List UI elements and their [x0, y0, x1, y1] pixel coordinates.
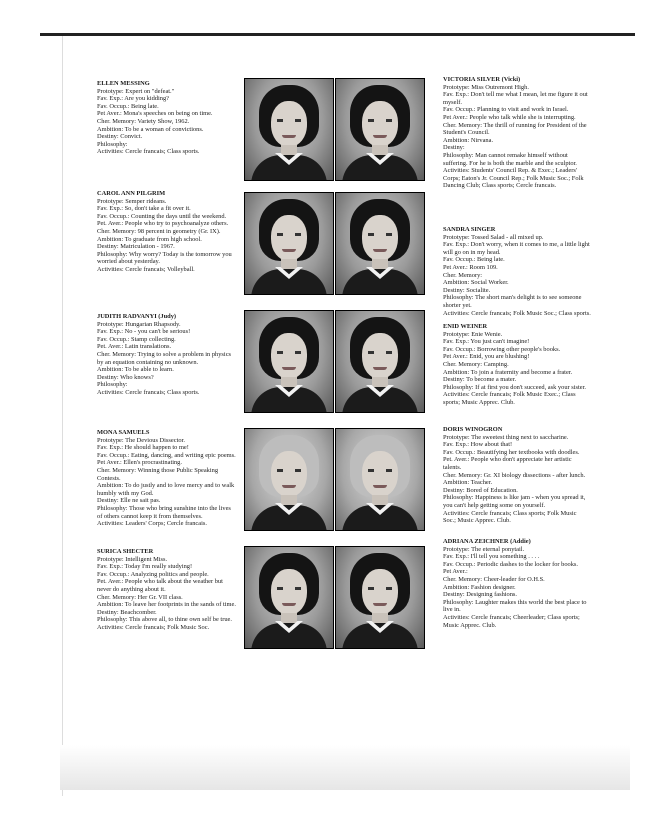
entry-line: Destiny: Matriculation - 1967.	[97, 243, 175, 251]
entry-line: Activities: Cercle francais; Class sports; Folk Music Soc.; Music Apprec. Club.	[443, 509, 579, 525]
entry-line: Fav. Exp.: You just can't imagine!	[443, 338, 530, 346]
student-name: VICTORIA SILVER (Vicki)	[443, 76, 521, 83]
entry-line: Ambition: To do justly and to love mercy and to walk humbly with my God.	[97, 482, 236, 497]
student-name: CAROL ANN PILGRIM	[97, 190, 166, 197]
entry-line: Fav. Occup.: Being late.	[443, 256, 505, 264]
entry-line: Philosophy: Why worry? Today is the tomorrow you worried about yesterday.	[97, 250, 234, 266]
entry-line: Philosophy: If at first you don't succeed, ask your sister.	[443, 383, 586, 391]
entry-line: Activities: Cercle francais; Folk Music Soc.; Class sports.	[443, 309, 591, 317]
entry-line: Destiny: Designing fashions.	[443, 591, 518, 599]
entry-line: Prototype: Tossed Salad - all mixed up.	[443, 233, 544, 241]
entry-line: Destiny: Convict.	[97, 133, 143, 141]
entry-adriana-zeichner	[443, 538, 591, 629]
student-name: MONA SAMUELS	[97, 429, 150, 436]
entry-line: Fav. Occup.: Beautifying her textbooks with doodles.	[443, 448, 580, 456]
entry-line: Pet. Aver.: People who talk about the weather but never do anything about it.	[97, 578, 225, 593]
entry-line: Prototype: The eternal ponytail.	[443, 545, 525, 553]
entry-line: Cher. Memory: Trying to solve a problem in physics by an equation containing no unknown.	[97, 350, 233, 366]
entry-line: Fav. Exp.: How about that!	[443, 441, 513, 449]
entry-mona-samuels	[97, 429, 237, 528]
entry-line: Pet Aver.: People who talk while she is interrupting.	[443, 113, 576, 121]
entry-line: Prototype: Expert on "defeat."	[97, 87, 175, 95]
entry-line: Fav. Occup.: Periodic dashes to the locker for books.	[443, 560, 578, 568]
entry-line: Ambition: Teacher.	[443, 479, 493, 487]
entry-line: Fav. Exp.: Don't tell me what I mean, let me figure it out myself.	[443, 91, 590, 106]
entry-line: Fav. Occup.: Being late.	[97, 102, 159, 110]
student-name: SURICA SHECTER	[97, 548, 154, 555]
portrait-victoria-silver	[335, 78, 425, 181]
entry-line: Fav. Occup.: Borrowing other people's books.	[443, 345, 561, 353]
entry-line: Destiny: Bored of Education.	[443, 486, 518, 494]
student-name: ENID WEINER	[443, 323, 488, 330]
entry-line: Prototype: Miss Outremont High.	[443, 83, 529, 91]
portrait-doris-winogron	[335, 428, 425, 531]
entry-line: Destiny: Elle ne sait pas.	[97, 497, 161, 505]
scan-shadow	[60, 745, 630, 790]
entry-line: Pet. Aver.: People who try to psychoanalyze others.	[97, 220, 229, 228]
entry-line: Philosophy:	[97, 140, 128, 148]
entry-line: Cher. Memory: The thrill of running for President of the Student's Council.	[443, 121, 589, 137]
student-name: DORIS WINOGRON	[443, 426, 503, 433]
portrait-surica-shecter	[244, 546, 334, 649]
entry-line: Philosophy: Happiness is like jam - when you spread it, you can't help getting some on yourself.	[443, 494, 587, 509]
portrait-judith-radvanyi	[244, 310, 334, 413]
entry-line: Pet Aver.: Mona's speeches on being on time.	[97, 110, 213, 118]
entry-line: Activities: Cercle francais; Class sports.	[97, 148, 200, 156]
entry-line: Prototype: Semper rideans.	[97, 197, 167, 205]
entry-line: Destiny: Socialite.	[443, 286, 491, 294]
entry-line: Activities: Cercle francais; Volleyball.	[97, 265, 195, 273]
entry-line: Ambition: To be a woman of convictions.	[97, 125, 204, 133]
entry-line: Prototype: Intelligent Miss.	[97, 555, 168, 563]
portrait-ellen-messing	[244, 78, 334, 181]
entry-judith-radvanyi	[97, 313, 237, 397]
student-name: SANDRA SINGER	[443, 226, 496, 233]
entry-line: Ambition: To be able to learn.	[97, 366, 174, 374]
entry-line: Cher. Memory: Winning those Public Speaking Contests.	[97, 466, 220, 482]
entry-line: Cher. Memory: 98 percent in geometry (Gr. IX).	[97, 227, 221, 235]
entry-line: Activities: Leaders' Corps; Cercle francais.	[97, 520, 207, 528]
entry-line: Cher. Memory: Camping.	[443, 360, 509, 368]
entry-line: Fav. Exp.: He should happen to me!	[97, 444, 189, 452]
entry-line: Ambition: To graduate from high school.	[97, 235, 202, 243]
student-name: ELLEN MESSING	[97, 80, 150, 87]
entry-enid-weiner	[443, 323, 591, 407]
entry-line: Fav. Exp.: So, don't take a fit over it.	[97, 205, 191, 213]
entry-carol-ann-pilgrim	[97, 190, 237, 274]
entry-line: Prototype: The Devious Dissector.	[97, 436, 185, 444]
entry-line: Destiny: To become a mater.	[443, 376, 517, 384]
entry-line: Ambition: Fashion designer.	[443, 583, 516, 591]
entry-line: Philosophy: Those who bring sunshine into the lives of others cannot keep it from themselves.	[97, 504, 233, 520]
entry-line: Cher. Memory: Cheer-leader for O.H.S.	[443, 575, 545, 583]
entry-line: Pet Aver.: Ellen's procrastinating.	[97, 459, 182, 467]
entry-sandra-singer	[443, 226, 591, 317]
entry-line: Cher. Memory:	[443, 271, 483, 279]
entry-line: Fav. Exp.: No - you can't be serious!	[97, 328, 191, 336]
portrait-adriana-zeichner	[335, 546, 425, 649]
portrait-carol-ann-pilgrim	[244, 192, 334, 295]
entry-line: Fav. Exp.: I'll tell you something . . . .	[443, 553, 540, 561]
entry-line: Ambition: Social Worker.	[443, 279, 509, 287]
entry-line: Fav. Exp.: Are you kidding?	[97, 95, 170, 103]
entry-line: Pet Aver.: Enid, you are blushing!	[443, 353, 530, 361]
entry-ellen-messing	[97, 80, 237, 156]
entry-line: Fav. Exp.: Don't worry, when it comes to me, a little light will go on in my head.	[443, 241, 592, 256]
entry-line: Philosophy: Laughter makes this world the best place to live in.	[443, 598, 589, 614]
page-edge	[62, 36, 63, 796]
entry-line: Activities: Cercle francais; Cheerleader; Class sports; Music Apprec. Club.	[443, 613, 582, 629]
entry-line: Cher. Memory: Variety Show, 1962.	[97, 117, 190, 125]
entry-line: Destiny:	[443, 144, 465, 152]
entry-line: Fav. Occup.: Stamp collecting.	[97, 335, 176, 343]
entry-line: Fav. Exp.: Today I'm really studying!	[97, 563, 193, 571]
entry-line: Activities: Students' Council Rep. & Exec.; Leaders' Corps; Eaton's Jr. Council Rep.; Folk Music Soc.; Folk Dancing Club; Class sports; Cercle francais.	[443, 167, 586, 190]
student-name: JUDITH RADVANYI (Judy)	[97, 313, 177, 320]
entry-line: Fav. Occup.: Planning to visit and work in Israel.	[443, 106, 569, 114]
entry-line: Prototype: The sweetest thing next to saccharine.	[443, 433, 569, 441]
entry-victoria-silver	[443, 76, 591, 190]
student-name: ADRIANA ZEICHNER (Addie)	[443, 538, 531, 545]
entry-line: Philosophy: This above all, to thine own self be true.	[97, 616, 232, 624]
entry-line: Fav. Occup.: Analyzing politics and people.	[97, 570, 209, 578]
entry-doris-winogron	[443, 426, 591, 525]
entry-line: Activities: Cercle francais; Class sports.	[97, 388, 200, 396]
entry-line: Fav. Occup.: Eating, dancing, and writing epic poems.	[97, 451, 236, 459]
entry-line: Activities: Cercle francais; Folk Music Soc.	[97, 623, 210, 631]
portrait-sandra-singer	[335, 192, 425, 295]
entry-line: Pet. Aver.: People who don't appreciate her artistic talents.	[443, 456, 574, 471]
entry-line: Philosophy:	[97, 381, 128, 389]
entry-line: Philosophy: Man cannot remake himself without suffering. For he is both the marble and the sculptor.	[443, 151, 577, 167]
entry-line: Pet. Aver.: Latin translations.	[97, 343, 172, 351]
entry-line: Philosophy: The short man's delight is to see someone shorter yet.	[443, 294, 584, 309]
entry-line: Prototype: Enie Wenie.	[443, 330, 503, 338]
entry-line: Cher. Memory: Her Gr. VII class.	[97, 593, 183, 601]
entry-line: Activities: Cercle francais; Folk Music Exec.; Class sports; Music Apprec. Club.	[443, 391, 578, 406]
entry-line: Fav. Occup.: Counting the days until the weekend.	[97, 212, 227, 220]
entry-line: Destiny: Beachcomber.	[97, 608, 157, 616]
entry-line: Destiny: Who knows?	[97, 373, 154, 381]
entry-line: Ambition: To leave her footprints in the sands of time.	[97, 601, 236, 609]
entry-line: Ambition: To join a fraternity and become a frater.	[443, 368, 573, 376]
entry-line: Cher. Memory: Gr. XI biology dissections - after lunch.	[443, 471, 586, 479]
entry-line: Ambition: Nirvana.	[443, 136, 494, 144]
entry-line: Prototype: Hungarian Rhapsody.	[97, 320, 181, 328]
entry-surica-shecter	[97, 548, 237, 632]
entry-line: Pet Aver.:	[443, 568, 468, 576]
top-rule	[40, 33, 635, 36]
portrait-enid-weiner	[335, 310, 425, 413]
entry-line: Pet Aver.: Room 109.	[443, 263, 498, 271]
portrait-mona-samuels	[244, 428, 334, 531]
